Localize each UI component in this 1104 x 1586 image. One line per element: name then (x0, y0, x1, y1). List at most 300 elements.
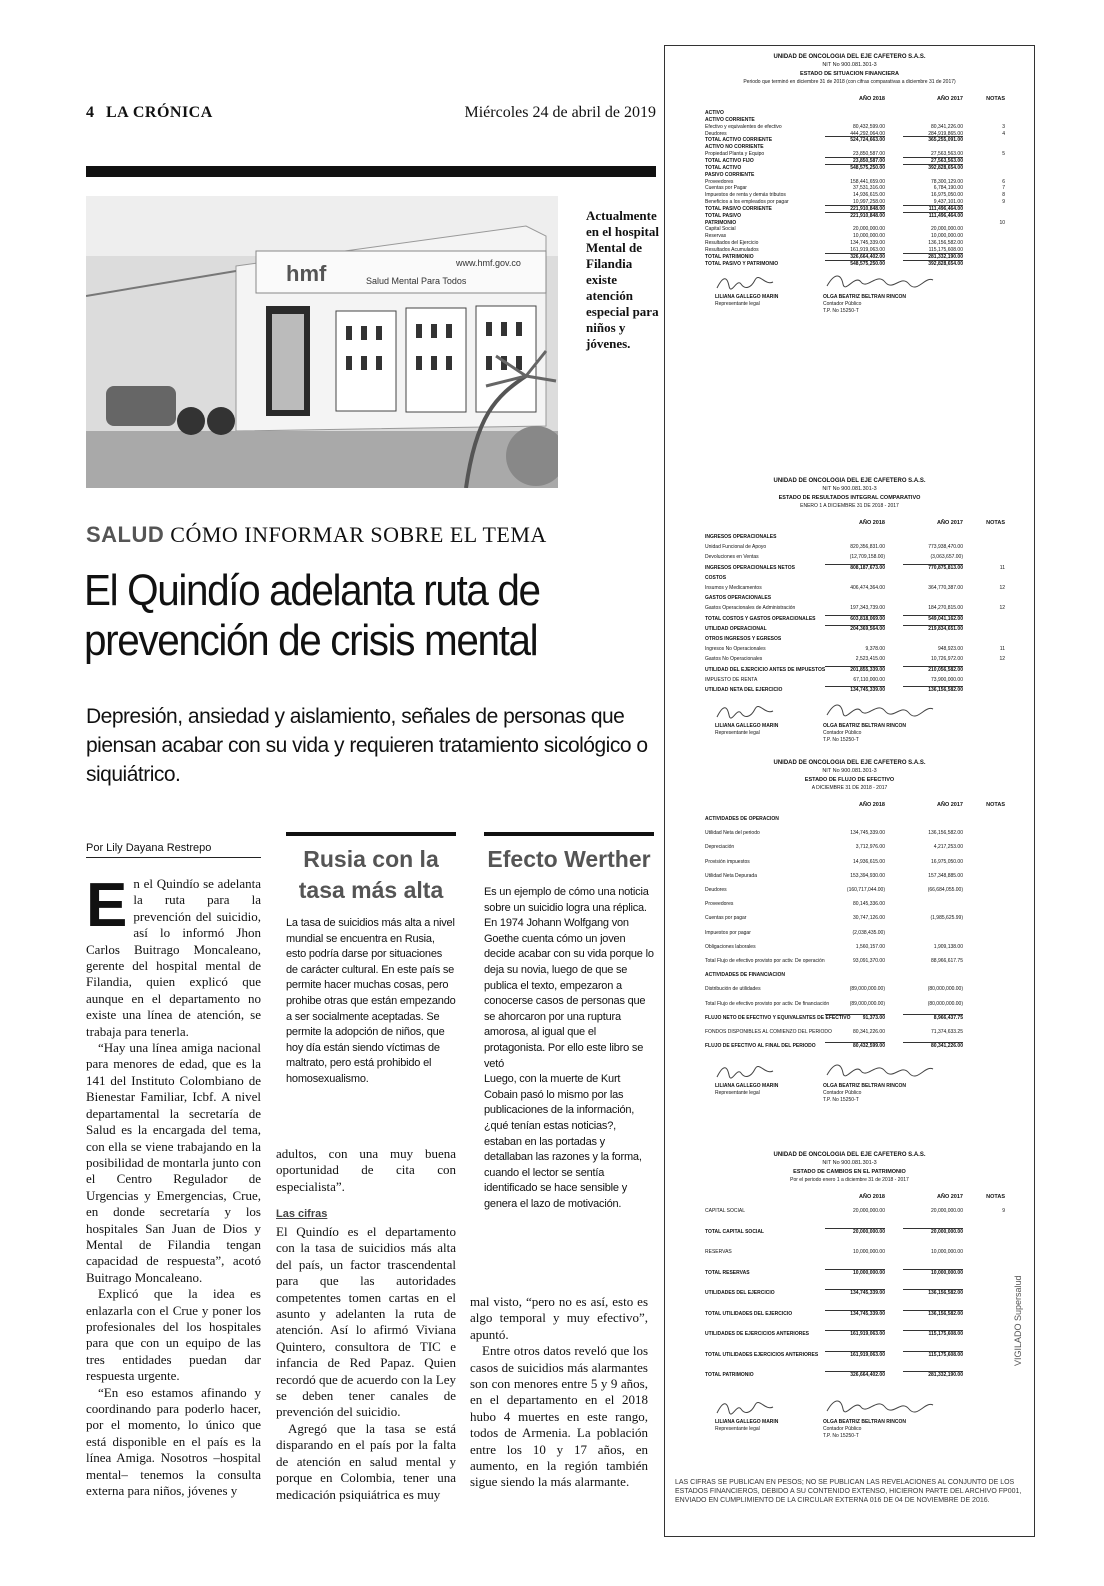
statement-row-2018: (2,038,435.00) (852, 929, 885, 936)
statement-row-2017: 281,332,190.00 (928, 253, 963, 260)
statement-row-2017: 115,175,608.00 (928, 1351, 963, 1358)
statement-period: Periodo que terminó en diciembre 31 de 2018 (con cifras comparativas a diciembre 31 de 2017) (743, 79, 956, 85)
statement-row-label: Reservas (705, 233, 727, 240)
signature-accountant-icon (825, 1057, 935, 1081)
statement-row-2017: 111,496,464.00 (928, 212, 963, 219)
total-rule-2017 (903, 564, 963, 565)
statement-row-2017: 73,900,000.00 (931, 676, 963, 683)
signer-accountant-name: OLGA BEATRIZ BELTRAN RINCON (823, 293, 906, 300)
article-paragraph-2: “Hay una línea amiga nacional para menores de edad, que es la 141 del Instituto Colombiano de Bienestar Familiar, Icbf. A nivel departamental la secretaría de Salud es la encargada del tema, con ella se viene trabajando en la posibilidad de montarla junto con el Centro Regulador de Urgencias y Emergencias, Crue, en donde secretaría y los hospitales San Juan de Dios y Mental de Filandia tengan capacidad de respuesta”, acotó Buitrago Moncaleano. (86, 1040, 261, 1285)
article-paragraph-5: adultos, con una muy buena oportunidad de cita con especialista”. (276, 1146, 456, 1194)
masthead (86, 104, 656, 128)
statement-nit: NIT No 900.081.301-3 (822, 486, 877, 492)
total-rule-2017 (903, 1228, 963, 1229)
statement-row-label: Utilidad Neta del periodo (705, 830, 760, 837)
statement-period: A DICIEMBRE 31 DE 2018 - 2017 (811, 785, 888, 791)
article-column-3 (470, 1294, 648, 1491)
total-rule-2018 (825, 1269, 885, 1270)
total-rule-2017 (903, 625, 963, 626)
statement-row-2017: 10,726,972.00 (931, 656, 963, 663)
total-rule-2017 (903, 157, 963, 158)
statement-row-2018: 23,850,587.00 (853, 151, 885, 158)
total-rule-2018 (825, 136, 885, 137)
statement-row-2018: 158,441,659.00 (850, 178, 885, 185)
statement-row-label: TOTAL PASIVO (705, 212, 742, 219)
statement-row-2017: 111,496,464.00 (928, 205, 963, 212)
statement-row-2018: 80,432,599.00 (853, 123, 885, 130)
statement-row-2017: 27,563,563.00 (931, 157, 963, 164)
signer-legal-name: LILIANA GALLEGO MARIN (715, 293, 779, 300)
statement-row-label: Insumos y Medicamentos (705, 585, 762, 591)
statement-row-2017: 210,056,582.00 (928, 666, 963, 673)
statement-row-note: 5 (1002, 151, 1005, 158)
statement-row-label: Cuentas por Pagar (705, 185, 747, 192)
statement-row-2018: 23,850,587.00 (853, 157, 885, 164)
total-rule-2017 (903, 212, 963, 213)
statement-row-label: Efectivo y equivalentes de efectivo (705, 123, 782, 130)
statement-row-label: Impuestos de renta y demás tributos (705, 192, 786, 199)
statement-row-label: Provisión impuestos (705, 858, 750, 865)
signature-accountant-icon (825, 697, 935, 721)
statement-row-2017: 9,437,101.00 (933, 199, 963, 206)
signer-legal-role: Representante legal (715, 730, 760, 737)
signer-accountant-role: Contador Público (823, 300, 862, 307)
statement-row-label: FLUJO DE EFECTIVO AL FINAL DEL PERIODO (705, 1043, 816, 1050)
statement-row-2018: 20,000,000.00 (853, 1228, 885, 1235)
financials-footnote: LAS CIFRAS SE PUBLICAN EN PESOS; NO SE PUBLICAN LAS REVELACIONES AL CONJUNTO DE LOS ESTADOS FINANCIEROS, DEBIDO A SU CONTENIDO EXTENSO, HICIERON PARTE DEL ARCHIVO FP001, ENVIADO EN CUMPLIMIENTO DE LA CIRCULAR EXTERNA 016 DE 04 DE NOVIEMBRE DE 2016. (675, 1479, 1022, 1504)
article-paragraph-8: mal visto, “pero no es así, esto es algo temporal y muy efectivo”, apuntó. (470, 1294, 648, 1342)
signature-legal-rep-icon (715, 1399, 775, 1417)
statement-row-2018: 93,091,370.00 (853, 958, 885, 964)
statement-row-2017: 392,828,654.00 (928, 260, 963, 267)
statement-row-2018: 406,474,364.00 (850, 585, 885, 591)
statement-row-label: Impuestos por pagar (705, 929, 751, 936)
box-title: Efecto Werther (487, 846, 651, 872)
statement-row-label: Unidad Funcional de Apoyo (705, 544, 767, 551)
statement-row-2018: 14,936,615.00 (853, 192, 885, 199)
statement-row-2017: 20,000,000.00 (931, 226, 963, 233)
statement-row-2017: 88,966,617.75 (931, 958, 963, 964)
statement-row-2017: 80,341,226.00 (931, 123, 963, 130)
statement-row-label: TOTAL ACTIVO (705, 164, 742, 171)
statement-row-2017: 6,784,190.00 (933, 185, 963, 192)
statement-row-2017: 10,000,000.00 (931, 233, 963, 240)
total-rule-2018 (825, 1228, 885, 1229)
total-rule-2017 (903, 164, 963, 165)
statement-row-2018: 3,712,976.00 (855, 844, 885, 851)
total-rule-2018 (825, 1014, 885, 1015)
statement-row-2017: 10,000,000.00 (931, 1269, 963, 1276)
article-paragraph-9: Entre otros datos reveló que los casos de suicidios más alarmantes son con menores entre 5 y 9 años, en el departamento en el 2018 hubo 4 muertes en este rango, todos de Armenia. La población entre los 10 y 17 años, en aumento, en la región también sigue siendo la más alarmante. (470, 1343, 648, 1490)
statement-title: ESTADO DE CAMBIOS EN EL PATRIMONIO (793, 1169, 906, 1175)
total-rule-2017 (903, 1330, 963, 1331)
statement-row-2017: 136,156,582.00 (928, 830, 963, 837)
statement-row-2018: 10,000,000.00 (853, 1249, 885, 1255)
statement-row-note: 8 (1002, 192, 1005, 199)
statement-row-2018: 80,145,336.00 (853, 901, 885, 908)
statement-row-2018: 2,523,415.00 (855, 656, 885, 663)
statement-row-label: Gastos No Operacionales (705, 656, 763, 663)
statement-row-2018: 161,919,063.00 (850, 247, 885, 253)
statement-row-label: Resultados Acumulados (705, 247, 759, 253)
statement-row-label: TOTAL CAPITAL SOCIAL (705, 1228, 764, 1235)
statement-row-label: FONDOS DISPONIBLES AL COMIENZO DEL PERIODO (705, 1029, 832, 1035)
vigilado-mark: VIGILADO Supersalud (1013, 1275, 1023, 1366)
statement-row-label: Total Flujo de efectivo provisto por activ. De financiación (705, 1000, 830, 1007)
statement-company: UNIDAD DE ONCOLOGIA DEL EJE CAFETERO S.A.S. (773, 760, 926, 766)
statement-row-label: Utilidad Neta Depurada (705, 872, 757, 879)
statement-row-2017: 20,000,000.00 (931, 1208, 963, 1214)
statement-row-2018: 326,664,402.00 (850, 1372, 885, 1378)
statement-row-2018: 603,818,069.00 (850, 615, 885, 622)
statement-row-label: Obligaciones laborales (705, 943, 756, 950)
column-header-2017: AÑO 2017 (937, 96, 963, 102)
statement-row-2018: (12,709,158.00) (849, 554, 885, 561)
statement-row-2017: 281,332,190.00 (928, 1372, 963, 1378)
statement-row-label: ACTIVO (705, 110, 724, 116)
statement-row-2018: 1,560,157.00 (855, 943, 885, 950)
statement-row-2018: 808,187,673.00 (850, 564, 885, 571)
column-header-2018: AÑO 2018 (859, 96, 885, 102)
statement-row-label: GASTOS OPERACIONALES (705, 595, 772, 602)
statement-row-2018: 548,575,250.00 (850, 260, 885, 267)
statement-row-2018: 524,724,663.00 (850, 137, 885, 144)
total-rule-2017 (903, 136, 963, 137)
box-text-1: Es un ejemplo de cómo una noticia sobre un suicidio logra una réplica. En 1974 Johann Wolfgang von Goethe cuenta cómo un joven decide acabar con su vida porque lo deja su novia, luego de que se publica el texto, empezaron a conocerse casos de personas que se ahorcaron por una ruptura amorosa, al igual que el protagonista. Por ello este libro se vetó (484, 886, 654, 1070)
statement-row-label: Capital Social (705, 226, 736, 233)
financial-statements-panel (664, 45, 1035, 1537)
total-rule-2018 (825, 686, 885, 687)
statement-row-2017: 773,938,470.00 (928, 544, 963, 551)
statement-row-label: IMPUESTO DE RENTA (705, 676, 758, 683)
statement-row-label: UTILIDAD DEL EJERCICIO ANTES DE IMPUESTOS (705, 666, 826, 673)
statement-row-label: UTILIDADES DE EJERCICIOS ANTERIORES (705, 1331, 809, 1337)
signer-accountant-role: Contador Público (823, 1090, 862, 1097)
statement-row-2018: 91,373.00 (862, 1014, 885, 1021)
statement-row-2018: 80,432,599.00 (853, 1043, 885, 1050)
statement-row-label: Propiedad Planta y Equipo (705, 151, 765, 158)
hospital-photo (86, 196, 558, 488)
deck: Depresión, ansiedad y aislamiento, señales de personas que piensan acabar con su vida y requieren tratamiento sicológico o siquiátrico. (86, 705, 648, 786)
statement-row-label: Proveedores (705, 901, 734, 908)
statement-row-2018: (160,717,044.00) (846, 887, 885, 893)
statement-row-note: 12 (999, 656, 1005, 663)
statement-row-2017: 80,341,226.00 (931, 1043, 963, 1050)
statement-row-label: Distribución de utilidades (705, 986, 761, 993)
issue-date: Miércoles 24 de abril de 2019 (464, 104, 656, 121)
statement-row-note: 10 (999, 219, 1005, 226)
total-rule-2017 (903, 615, 963, 616)
signer-accountant-name: OLGA BEATRIZ BELTRAN RINCON (823, 723, 906, 730)
statement-row-label: Deudores (705, 887, 727, 893)
statement-row-2017: 136,156,582.00 (928, 1310, 963, 1317)
statement-row-label: TOTAL COSTOS Y GASTOS OPERACIONALES (705, 615, 816, 622)
total-rule-2017 (903, 260, 963, 261)
article-column-2 (276, 1224, 456, 1503)
total-rule-2018 (825, 1042, 885, 1043)
total-rule-2017 (903, 1042, 963, 1043)
total-rule-2018 (825, 564, 885, 565)
statement-row-label: UTILIDAD NETA DEL EJERCICIO (705, 687, 783, 693)
article-paragraph-6: El Quindío es el departamento con la tasa de suicidios más alta del país, un factor trascendental para que las autoridades competentes tomen cartas en el asunto y adelanten la ruta de atención. Así lo afirmó Viviana Quintero, consultora de TIC e infancia de Red Papaz. Quien recordó que de acuerdo con la Ley se deben tener canales de prevención del suicidio. (276, 1224, 456, 1420)
statement-row-2018: 221,910,848.00 (850, 212, 885, 219)
statement-row-label: COSTOS (705, 574, 727, 581)
statement-row-2018: 10,997,258.00 (853, 199, 885, 206)
article-column-1 (86, 871, 261, 1499)
column-header-2018: AÑO 2018 (859, 1194, 885, 1200)
statement-row-2018: 197,343,739.00 (850, 605, 885, 612)
statement-row-2018: (89,000,000.00) (849, 1000, 885, 1007)
statement-row-label: RESERVAS (705, 1249, 732, 1255)
statement-company: UNIDAD DE ONCOLOGIA DEL EJE CAFETERO S.A.S. (773, 478, 926, 484)
statement-row-label: Proveedores (705, 178, 734, 185)
statement-row-label: UTILIDAD OPERACIONAL (705, 625, 767, 632)
total-rule-2018 (825, 157, 885, 158)
statement-row-label: TOTAL PASIVO CORRIENTE (705, 205, 772, 212)
statement-row-label: ACTIVIDADES DE FINANCIACIÓN (705, 972, 786, 979)
article-paragraph-3: Explicó que la idea es enlazarla con el Crue y poner los profesionales del los hospitales para que con un equipo de las tres entidades puedan dar respuesta urgente. (86, 1286, 261, 1384)
total-rule-2017 (903, 686, 963, 687)
signer-accountant-role: Contador Público (823, 730, 862, 737)
statement-row-2017: 948,923.00 (937, 646, 963, 653)
statement-row-2017: (1,985,625.99) (930, 915, 963, 922)
signer-accountant-tp: T.P. No 15250-T (823, 1432, 859, 1439)
statement-row-2018: 820,356,831.00 (850, 544, 885, 551)
statement-row-label: Gastos Operacionales de Administración (705, 605, 796, 612)
signer-legal-role: Representante legal (715, 1090, 760, 1097)
signer-legal-name: LILIANA GALLEGO MARIN (715, 1418, 779, 1425)
sign-url: www.hmf.gov.co (456, 258, 521, 268)
statement-row-2017: 365,255,091.00 (928, 137, 963, 144)
statement-title: ESTADO DE SITUACION FINANCIERA (800, 71, 899, 77)
column-header-2018: AÑO 2018 (859, 802, 885, 808)
statement-period: ENERO 1 A DICIEMBRE 31 DE 2018 - 2017 (800, 503, 899, 509)
statement-row-2017: 392,828,654.00 (928, 164, 963, 171)
signer-accountant-tp: T.P. No 15250-T (823, 737, 859, 744)
statement-row-2018: 444,292,064.00 (850, 130, 885, 137)
statement-row-2017: 78,300,129.00 (931, 178, 963, 185)
column-header-2017: AÑO 2017 (937, 520, 963, 526)
section-label: SALUD (86, 522, 165, 547)
statement-row-label: ACTIVO NO CORRIENTE (705, 144, 764, 151)
total-rule-2018 (825, 666, 885, 667)
total-rule-2018 (825, 625, 885, 626)
statement-row-label: PATRIMONIO (705, 219, 737, 226)
signature-legal-rep-icon (715, 274, 775, 292)
statement-row-2017: 770,875,813.00 (928, 564, 963, 571)
statement-row-2018: 201,855,339.00 (850, 666, 885, 673)
statement-row-2017: 136,156,582.00 (928, 1290, 963, 1296)
statement-row-note: 9 (1002, 199, 1005, 206)
statement-nit: NIT No 900.081.301-3 (822, 768, 877, 774)
statement-row-2018: 161,919,063.00 (850, 1351, 885, 1358)
statement-row-2018: 14,936,615.00 (853, 858, 885, 865)
signature-legal-rep-icon (715, 703, 775, 721)
statement-row-2018: (89,000,000.00) (849, 986, 885, 993)
total-rule-2018 (825, 1310, 885, 1311)
statement-row-2018: 20,000,000.00 (853, 226, 885, 233)
total-rule-2018 (825, 253, 885, 254)
statement-row-2018: 20,000,000.00 (853, 1208, 885, 1214)
statement-row-label: INGRESOS OPERACIONALES NETOS (705, 564, 795, 571)
statement-row-2017: 115,175,608.00 (928, 1331, 963, 1337)
statement-row-2018: 37,531,316.00 (853, 185, 885, 192)
statement-row-2018: 161,919,063.00 (850, 1331, 885, 1337)
total-rule-2017 (903, 205, 963, 206)
statement-row-2018: 153,394,930.00 (850, 872, 885, 879)
statement-row-2017: 4,217,253.00 (933, 844, 963, 851)
statement-row-2018: 548,575,250.00 (850, 164, 885, 171)
statement-row-label: TOTAL PASIVO Y PATRIMONIO (705, 260, 779, 267)
statement-row-note: 4 (1002, 130, 1005, 137)
statement-row-label: TOTAL UTILIDADES DEL EJERCICIO (705, 1310, 793, 1317)
headline: El Quindío adelanta ruta de prevención de crisis mental (84, 566, 540, 665)
statement-row-2018: 134,745,339.00 (850, 1290, 885, 1296)
hospital-building-illustration (86, 196, 558, 488)
statement-row-label: OTROS INGRESOS Y EGRESOS (705, 636, 782, 642)
statement-row-label: Depreciación (705, 844, 735, 851)
column-header-notes: NOTAS (986, 520, 1005, 526)
total-rule-2018 (825, 615, 885, 616)
total-rule-2017 (903, 1351, 963, 1352)
total-rule-2017 (903, 1371, 963, 1372)
statement-row-label: TOTAL PATRIMONIO (705, 1372, 754, 1378)
total-rule-2018 (825, 212, 885, 213)
statement-row-label: Deudores (705, 130, 727, 137)
statement-row-label: Cuentas por pagar (705, 915, 747, 922)
statement-row-label: TOTAL PATRIMONIO (705, 253, 754, 260)
total-rule-2018 (825, 1289, 885, 1290)
signer-accountant-tp: T.P. No 15250-T (823, 307, 859, 314)
statement-row-label: TOTAL ACTIVO FIJO (705, 157, 754, 164)
column-header-2018: AÑO 2018 (859, 520, 885, 526)
statement-row-label: ACTIVIDADES DE OPERACIÓN (705, 816, 779, 822)
statement-row-2017: (80,000,000.00) (927, 986, 963, 993)
signer-accountant-name: OLGA BEATRIZ BELTRAN RINCON (823, 1418, 906, 1425)
statement-row-2017: (66,684,055.00) (927, 887, 963, 893)
statement-title: ESTADO DE RESULTADOS INTEGRAL COMPARATIVO (778, 495, 921, 501)
statement-row-2017: 157,348,885.00 (928, 872, 963, 879)
statement-row-2018: 10,000,000.00 (853, 233, 885, 240)
statement-company: UNIDAD DE ONCOLOGIA DEL EJE CAFETERO S.A.S. (773, 1152, 926, 1158)
statement-row-note: 11 (999, 564, 1005, 571)
statement-row-2017: 136,156,582.00 (928, 240, 963, 247)
statement-row-label: Beneficios a los empleados por pagar (705, 199, 789, 206)
total-rule-2018 (825, 164, 885, 165)
total-rule-2017 (903, 1289, 963, 1290)
box-text: La tasa de suicidios más alta a nivel mundial se encuentra en Rusia, esto podría darse por situaciones de carácter cultural. En este país se permite hacer muchas cosas, pero prohibe otras que están empezando a ser socialmente aceptadas. Se permite la adopción de niños, que hoy día están siendo víctimas de maltrato, pero está prohibido el homosexualismo. (286, 917, 456, 1085)
sidebar-box-russia (286, 832, 456, 1088)
statement-row-2017: 136,156,582.00 (928, 687, 963, 693)
statement-row-2017: 364,770,387.00 (928, 585, 963, 591)
statement-row-note: 12 (999, 585, 1005, 591)
total-rule-2018 (825, 1351, 885, 1352)
total-rule-2017 (903, 253, 963, 254)
statement-nit: NIT No 900.081.301-3 (822, 62, 877, 68)
statement-row-2017: 8,966,437.75 (933, 1014, 963, 1021)
box-rule (484, 832, 654, 836)
signer-legal-role: Representante legal (715, 1425, 760, 1432)
statement-row-note: 11 (999, 646, 1005, 653)
statement-row-label: Total Flujo de efectivo provisto por activ. De operación (705, 958, 825, 964)
article-paragraph-4: “En eso estamos afinando y coordinando para poderlo hacer, por el momento, lo único que está disponible en el país es la línea Amiga. Nosotros –hospital mental– tenemos la consulta externa para niños, jóvenes y (86, 1384, 261, 1499)
total-rule-2017 (903, 1269, 963, 1270)
statement-row-2018: 67,110,000.00 (853, 676, 885, 683)
statement-row-label: TOTAL RESERVAS (705, 1269, 750, 1276)
statement-row-2018: 326,664,402.00 (850, 253, 885, 260)
signature-accountant-icon (825, 268, 935, 292)
signer-legal-name: LILIANA GALLEGO MARIN (715, 723, 779, 730)
byline: Por Lily Dayana Restrepo (86, 842, 261, 858)
statement-row-2018: 134,745,339.00 (850, 830, 885, 837)
total-rule-2018 (825, 205, 885, 206)
statement-row-2017: 219,834,651.00 (928, 625, 963, 632)
statement-row-2017: 1,909,138.00 (933, 943, 963, 950)
statement-row-2018: 9,378.00 (865, 646, 885, 653)
statement-row-2018: 204,369,564.00 (850, 625, 885, 632)
kicker-text: CÓMO INFORMAR SOBRE EL TEMA (170, 522, 547, 547)
column-header-notes: NOTAS (986, 1194, 1005, 1200)
signature-legal-rep-icon (715, 1063, 775, 1081)
sign-tagline: Salud Mental Para Todos (366, 276, 467, 286)
total-rule-2018 (825, 1371, 885, 1372)
statement-row-label: FLUJO NETO DE EFECTIVO Y EQUIVALENTES DE EFECTIVO (705, 1014, 851, 1021)
statement-row-2017: 16,975,050.00 (931, 858, 963, 865)
statement-row-label: CAPITAL SOCIAL (705, 1208, 746, 1214)
signer-legal-name: LILIANA GALLEGO MARIN (715, 1083, 779, 1090)
statement-row-note: 9 (1002, 1208, 1005, 1214)
statement-row-note: 3 (1002, 123, 1005, 130)
signer-accountant-tp: T.P. No 15250-T (823, 1097, 859, 1104)
subhead-las-cifras: Las cifras (276, 1208, 328, 1220)
statement-company: UNIDAD DE ONCOLOGIA DEL EJE CAFETERO S.A.S. (773, 54, 926, 60)
column-header-2017: AÑO 2017 (937, 1194, 963, 1200)
total-rule-2017 (903, 666, 963, 667)
statement-row-2018: 134,745,339.00 (850, 1310, 885, 1317)
column-header-2017: AÑO 2017 (937, 802, 963, 808)
statement-row-label: PASIVO CORRIENTE (705, 171, 755, 178)
statement-row-note: 7 (1002, 185, 1005, 192)
statement-row-label: INGRESOS OPERACIONALES (705, 534, 777, 540)
statement-row-2018: 80,341,226.00 (853, 1029, 885, 1035)
statement-row-2017: (80,000,000.00) (927, 1000, 963, 1007)
page-number: 4 (86, 104, 94, 121)
statement-row-2017: 549,041,162.00 (928, 615, 963, 622)
statement-row-label: TOTAL UTILIDADES EJERCICIOS ANTERIORES (705, 1351, 819, 1358)
signer-legal-role: Representante legal (715, 300, 760, 307)
signer-accountant-name: OLGA BEATRIZ BELTRAN RINCON (823, 1083, 906, 1090)
statement-row-2017: 16,975,050.00 (931, 192, 963, 199)
statement-row-note: 12 (999, 605, 1005, 612)
statement-row-label: Resultados del Ejercicio (705, 240, 759, 247)
signer-accountant-role: Contador Público (823, 1425, 862, 1432)
statement-row-2017: 20,000,000.00 (931, 1228, 963, 1235)
sidebar-box-werther (484, 832, 654, 1212)
statement-row-2017: (3,063,657.00) (930, 554, 963, 561)
statement-row-2017: 10,000,000.00 (931, 1249, 963, 1255)
photo-caption: Actualmente en el hospital Mental de Filandia existe atención especial para niños y jóvenes. (586, 208, 659, 351)
statement-row-2017: 115,175,608.00 (928, 247, 963, 253)
svg-text:hmf: hmf (286, 261, 327, 286)
statement-row-2018: 134,745,339.00 (850, 687, 885, 693)
statement-row-2018: 30,747,126.00 (853, 915, 885, 922)
statement-row-label: Devoluciones en Ventas (705, 554, 759, 561)
statement-row-2017: 71,374,633.25 (931, 1029, 963, 1035)
box-text-2: Luego, con la muerte de Kurt Cobain pasó lo mismo por las publicaciones de la información, ¿qué tenían estas noticias?, estaban en las portadas y detallaban las razones y la forma, cuando el lector se sentía identificado se hace sensible y genera el lazo de motivación. (484, 1073, 642, 1210)
statement-row-2018: 134,745,339.00 (850, 240, 885, 247)
statement-row-2017: 184,270,815.00 (928, 605, 963, 612)
signature-accountant-icon (825, 1393, 935, 1417)
